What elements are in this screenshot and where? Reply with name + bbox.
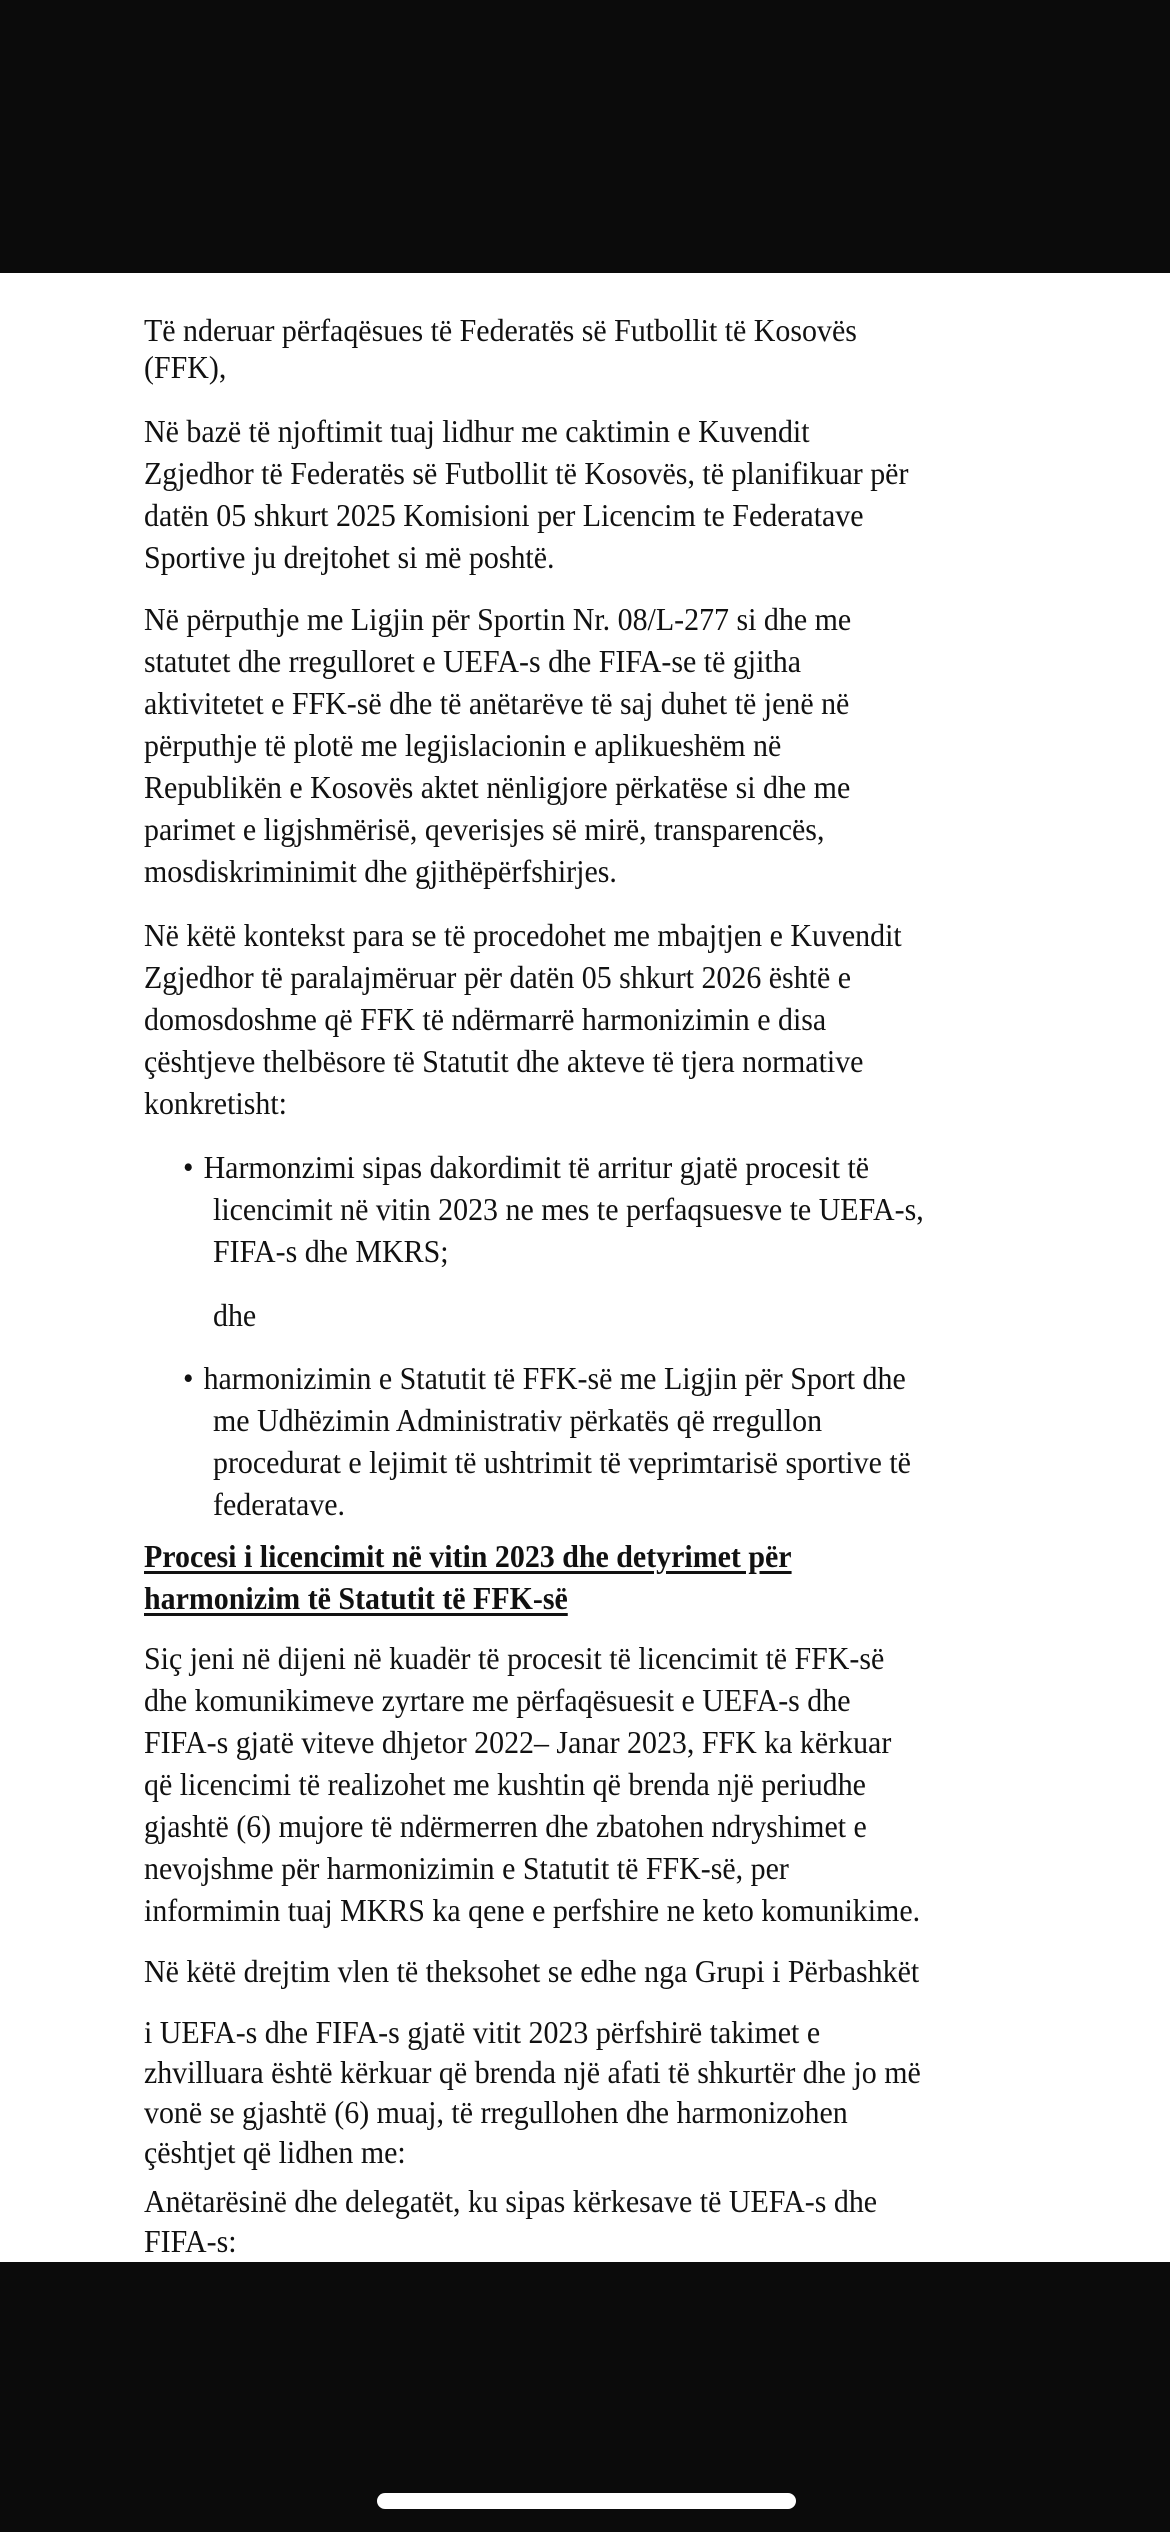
text-line: çështjet që lidhen me: (144, 2134, 406, 2170)
text-line: konkretisht: (144, 1085, 287, 1121)
text-line: nevojshme për harmonizimin e Statutit të FFK-së, per (144, 1850, 789, 1886)
text-line: vonë se gjashtë (6) muaj, të rregullohen dhe harmonizohen (144, 2094, 848, 2130)
text-line: FIFA-s gjatë viteve dhjetor 2022– Janar 2023, FFK ka kërkuar (144, 1724, 892, 1760)
top-black-bar (0, 0, 1170, 273)
bottom-black-bar (0, 2262, 1170, 2532)
text-line: licencimit në vitin 2023 ne mes te perfaqsuesve te UEFA-s, (213, 1191, 924, 1227)
text-line (183, 1149, 869, 1186)
text-line: informimin tuaj MKRS ka qene e perfshire ne keto komunikime. (144, 1892, 921, 1928)
text-line: FIFA-s dhe MKRS; (213, 1233, 449, 1269)
bullet-text: harmonizimin e Statutit të FFK-së me Ligjin për Sport dhe (203, 1360, 906, 1396)
text-line: me Udhëzimin Administrativ përkatës që rregullon (213, 1402, 823, 1438)
text-line: çështjeve thelbësore të Statutit dhe akteve të tjera normative (144, 1043, 864, 1079)
text-line: procedurat e lejimit të ushtrimit të veprimtarisë sportive të (213, 1444, 911, 1480)
text-line: domosdoshme që FFK të ndërmarrë harmonizimin e disa (144, 1001, 827, 1037)
bullet-icon: • (183, 1360, 194, 1396)
text-line: Sportive ju drejtohet si më poshtë. (144, 539, 555, 575)
text-line: përputhje të plotë me legjislacionin e aplikueshëm në (144, 727, 782, 763)
text-line (183, 1360, 906, 1397)
text-line: federatave. (213, 1486, 346, 1522)
home-indicator[interactable] (377, 2493, 796, 2509)
document-page (0, 273, 1170, 2262)
text-line: Republikën e Kosovës aktet nënligjore përkatëse si dhe me (144, 769, 851, 805)
text-line: i UEFA-s dhe FIFA-s gjatë vitit 2023 përfshirë takimet e (144, 2014, 821, 2050)
paragraph-5: Në këtë drejtim vlen të theksohet se edhe nga Grupi i Përbashkët (144, 1953, 920, 1989)
text-line: gjashtë (6) mujore të ndërmerren dhe zbatohen ndryshimet e (144, 1808, 867, 1844)
text-line: (FFK), (144, 349, 227, 385)
text-line: Anëtarësinë dhe delegatët, ku sipas kërkesave të UEFA-s dhe (144, 2183, 878, 2219)
text-line: Në këtë kontekst para se të procedohet me mbajtjen e Kuvendit (144, 917, 902, 953)
text-line: Në bazë të njoftimit tuaj lidhur me caktimin e Kuvendit (144, 413, 810, 449)
text-line: parimet e ligjshmërisë, qeverisjes së mirë, transparencës, (144, 811, 825, 847)
text-line: datën 05 shkurt 2025 Komisioni per Licencim te Federatave (144, 497, 864, 533)
text-line: që licencimi të realizohet me kushtin që brenda një periudhe (144, 1766, 866, 1802)
text-line: aktivitetet e FFK-së dhe të anëtarëve të saj duhet të jenë në (144, 685, 850, 721)
heading-line: Procesi i licencimit në vitin 2023 dhe detyrimet për (144, 1538, 792, 1574)
text-line: statutet dhe rregulloret e UEFA-s dhe FIFA-se të gjitha (144, 643, 801, 679)
connector-text: dhe (213, 1297, 257, 1333)
bullet-icon: • (183, 1149, 194, 1185)
heading-line: harmonizim të Statutit të FFK-së (144, 1580, 568, 1616)
text-line: mosdiskriminimit dhe gjithëpërfshirjes. (144, 853, 617, 889)
text-line: zhvilluara është kërkuar që brenda një afati të shkurtër dhe jo më (144, 2054, 921, 2090)
text-line: dhe komunikimeve zyrtare me përfaqësuesit e UEFA-s dhe (144, 1682, 851, 1718)
text-line: Në përputhje me Ligjin për Sportin Nr. 08/L-277 si dhe me (144, 601, 852, 637)
bullet-text: Harmonzimi sipas dakordimit të arritur gjatë procesit të (203, 1149, 870, 1185)
text-line: Zgjedhor të paralajmëruar për datën 05 shkurt 2026 është e (144, 959, 852, 995)
text-line: Të nderuar përfaqësues të Federatës së Futbollit të Kosovës (144, 312, 857, 348)
text-line: FIFA-s: (144, 2223, 237, 2259)
text-line: Siç jeni në dijeni në kuadër të procesit të licencimit të FFK-së (144, 1640, 885, 1676)
text-line: Zgjedhor të Federatës së Futbollit të Kosovës, të planifikuar për (144, 455, 909, 491)
